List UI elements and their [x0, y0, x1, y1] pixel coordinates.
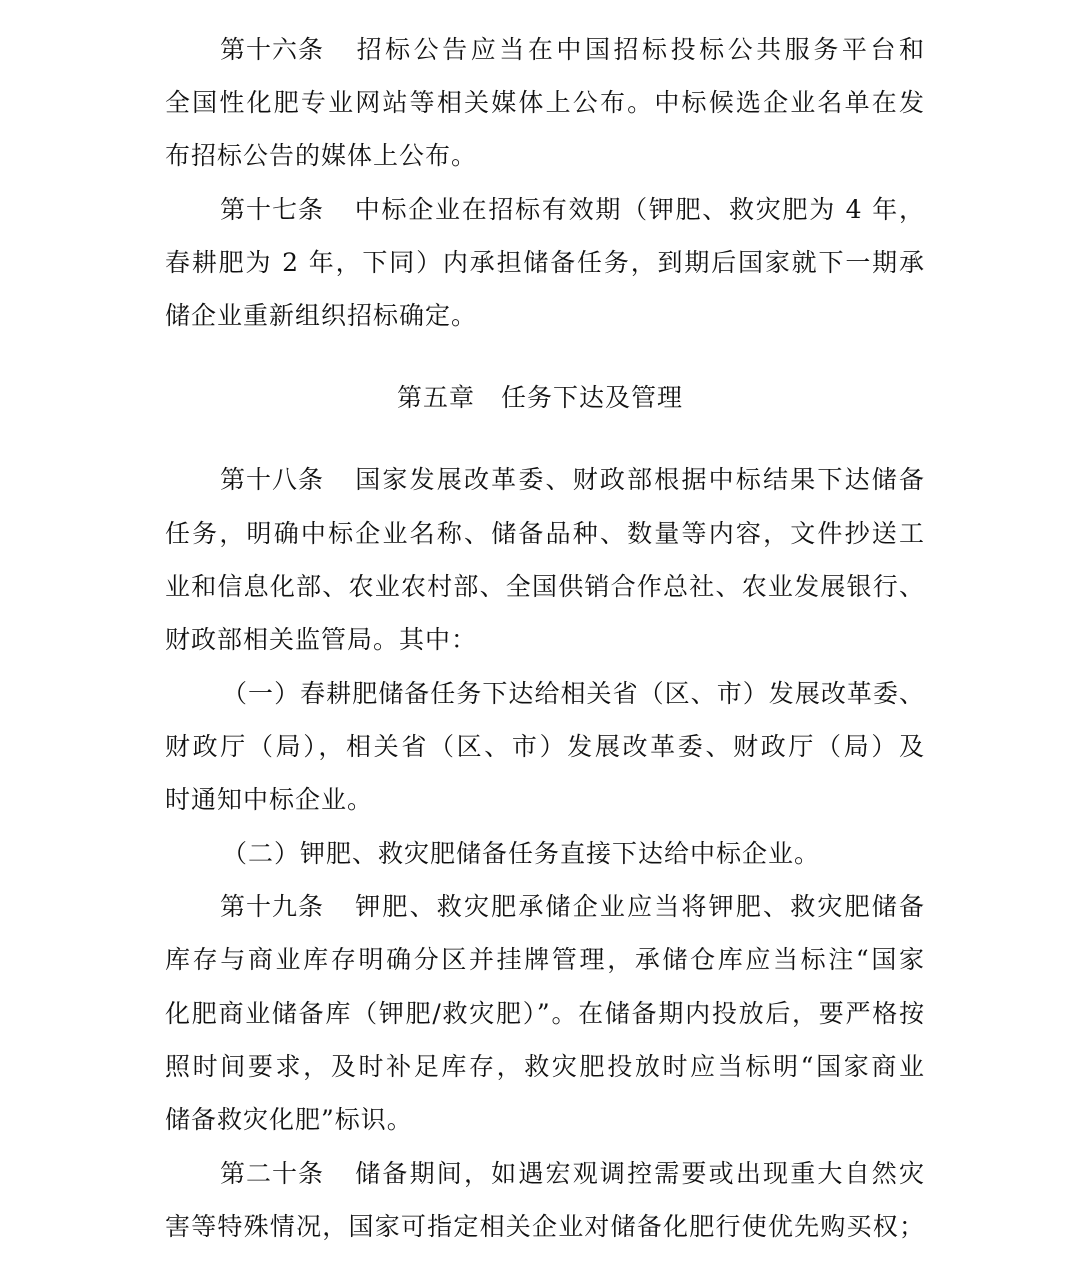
article18-line-4: 财政部相关监管局。其中：: [165, 625, 478, 654]
article17-line-3: 储企业重新组织招标确定。: [165, 301, 478, 330]
article18-text-1: 国家发展改革委、财政部根据中标结果下达储备: [354, 465, 925, 494]
article18-label: 第十八条: [220, 465, 325, 494]
article20-label: 第二十条: [220, 1159, 325, 1188]
article19-label: 第十九条: [220, 892, 325, 921]
article16-label: 第十六条: [220, 35, 325, 64]
article18-line-2: 任务，明确中标企业名称、储备品种、数量等内容，文件抄送工: [165, 519, 925, 548]
item1-line-1: （一）春耕肥储备任务下达给相关省（区、市）发展改革委、: [222, 679, 925, 708]
article19-line-2: 库存与商业库存明确分区并挂牌管理，承储仓库应当标注“国家: [165, 945, 925, 974]
article19-line-5: 储备救灾化肥”标识。: [165, 1105, 413, 1134]
article19-line-3: 化肥商业储备库（钾肥/救灾肥）”。在储备期内投放后，要严格按: [165, 999, 925, 1028]
article16-text-1: 招标公告应当在中国招标投标公共服务平台和: [354, 35, 925, 64]
article18-line-3: 业和信息化部、农业农村部、全国供销合作总社、农业发展银行、: [165, 572, 925, 601]
article20-line-1: [220, 1157, 925, 1191]
article17-line-2: 春耕肥为 2 年，下同）内承担储备任务，到期后国家就下一期承: [165, 248, 925, 277]
article20-text-1: 储备期间，如遇宏观调控需要或出现重大自然灾: [354, 1159, 925, 1188]
item1-line-3: 时通知中标企业。: [165, 785, 374, 814]
article17-line-1: [220, 193, 925, 227]
item1-line-2: 财政厅（局），相关省（区、市）发展改革委、财政厅（局）及: [165, 732, 925, 761]
article17-text-1: 中标企业在招标有效期（钾肥、救灾肥为 4 年，: [354, 195, 925, 224]
article18-line-1: [220, 463, 925, 497]
item2-line-1: （二）钾肥、救灾肥储备任务直接下达给中标企业。: [222, 839, 821, 868]
article16-line-3: 布招标公告的媒体上公布。: [165, 141, 478, 170]
chapter-title: 第五章 任务下达及管理: [396, 383, 683, 412]
article16-line-1: [220, 33, 925, 67]
article20-line-2: 害等特殊情况，国家可指定相关企业对储备化肥行使优先购买权；: [165, 1212, 925, 1241]
article16-line-2: 全国性化肥专业网站等相关媒体上公布。中标候选企业名单在发: [165, 88, 925, 117]
article19-line-4: 照时间要求，及时补足库存，救灾肥投放时应当标明“国家商业: [165, 1052, 925, 1081]
article17-label: 第十七条: [220, 195, 325, 224]
article19-text-1: 钾肥、救灾肥承储企业应当将钾肥、救灾肥储备: [354, 892, 925, 921]
article19-line-1: [220, 890, 925, 924]
